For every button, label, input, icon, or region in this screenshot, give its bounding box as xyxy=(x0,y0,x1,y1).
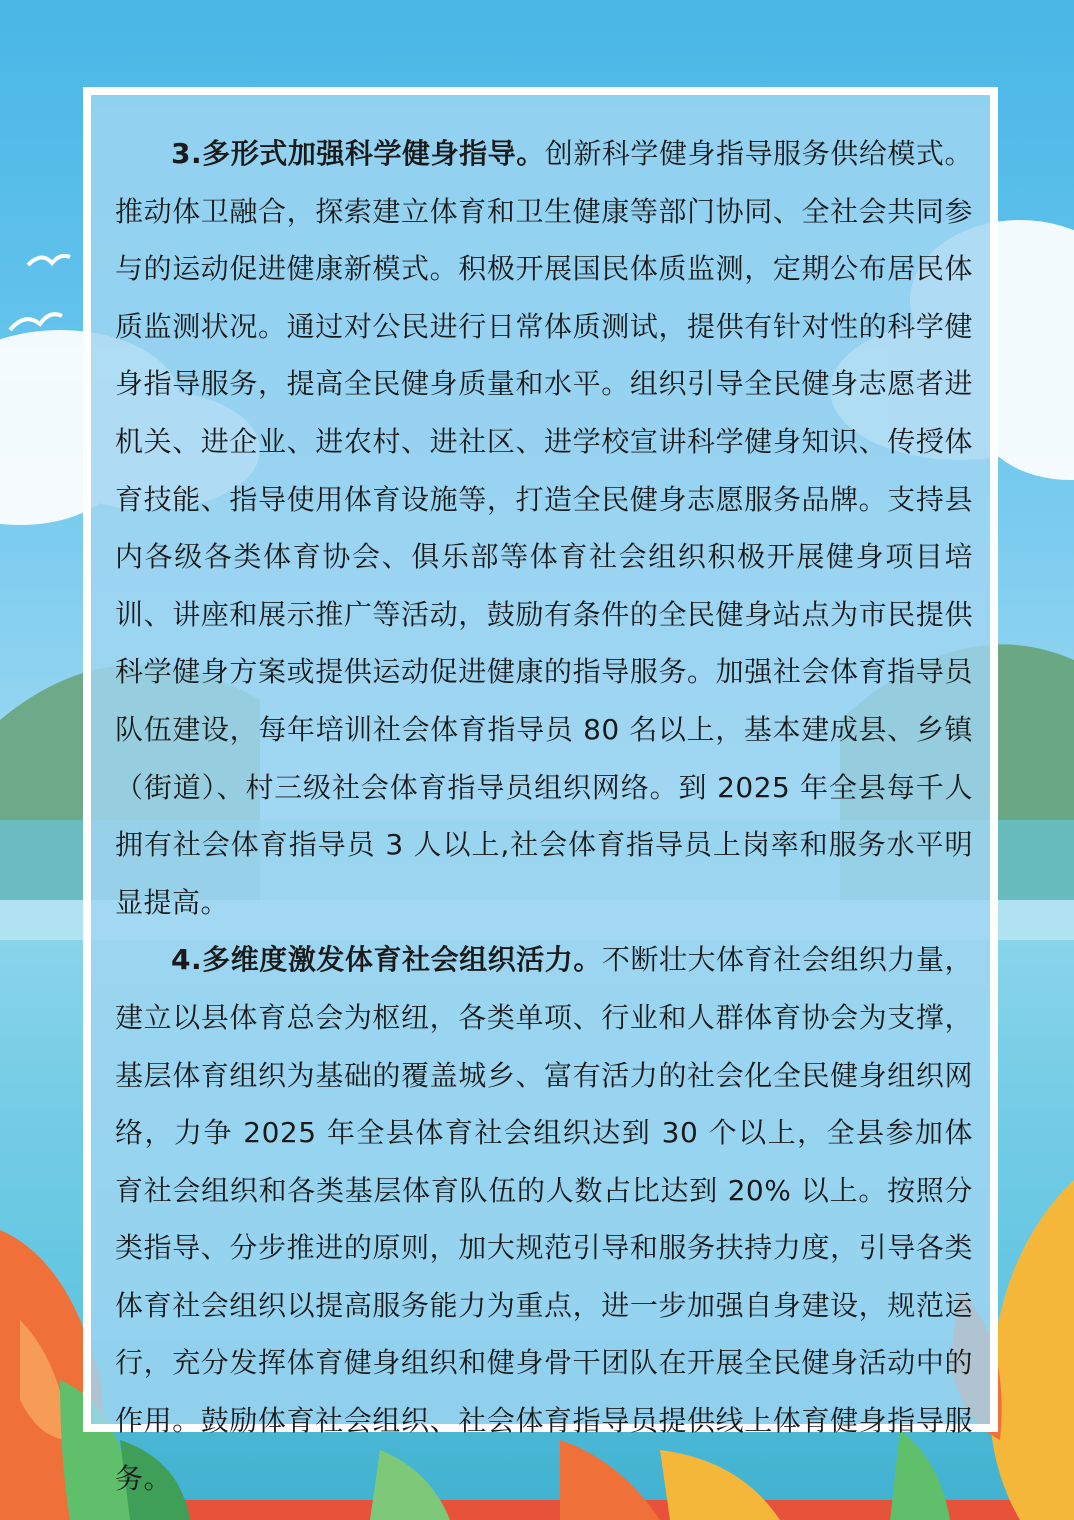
paragraph-3-text: 创新科学健身指导服务供给模式。推动体卫融合，探索建立体育和卫生健康等部门协同、全社会共同参与的运动促进健康新模式。积极开展国民体质监测，定期公布居民体质监测状况。通过对公民进行日常体质测试，提供有针对性的科学健身指导服务，提高全民健身质量和水平。组织引导全民健身志愿者进机关、进企业、进农村、进社区、进学校宣讲科学健身知识、传授体育技能、指导使用体育设施等，打造全民健身志愿服务品牌。支持县内各级各类体育协会、俱乐部等体育社会组织积极开展健身项目培训、讲座和展示推广等活动，鼓励有条件的全民健身站点为市民提供科学健身方案或提供运动促进健康的指导服务。加强社会体育指导员队伍建设，每年培训社会体育指导员 80 名以上，基本建成县、乡镇（街道）、村三级社会体育指导员组织网络。到 2025 年全县每千人拥有社会体育指导员 3 人以上,社会体育指导员上岗率和服务水平明显提高。 xyxy=(115,137,973,919)
paragraph-3-heading: 3.多形式加强科学健身指导。 xyxy=(171,137,545,170)
article-body xyxy=(115,125,973,1507)
text-card xyxy=(83,87,998,1495)
paragraph-3 xyxy=(115,125,973,931)
bird-icon xyxy=(28,256,70,265)
paragraph-4-heading: 4.多维度激发体育社会组织活力。 xyxy=(171,943,602,977)
paragraph-4-text: 不断壮大体育社会组织力量，建立以县体育总会为枢纽，各类单项、行业和人群体育协会为支撑，基层体育组织为基础的覆盖城乡、富有活力的社会化全民健身组织网络，力争 2025 年全县体育社会组织达到 30 个以上，全县参加体育社会组织和各类基层体育队伍的人数占比达到 20% 以上。按照分类指导、分步推进的原则，加大规范引导和服务扶持力度，引导各类体育社会组织以提高服务能力为重点，进一步加强自身建设，规范运行，充分发挥体育健身组织和健身骨干团队在开展全民健身活动中的作用。鼓励体育社会组织、社会体育指导员提供线上体育健身指导服务。 xyxy=(115,943,973,1495)
paragraph-4 xyxy=(115,931,973,1507)
bird-icon xyxy=(10,314,62,330)
